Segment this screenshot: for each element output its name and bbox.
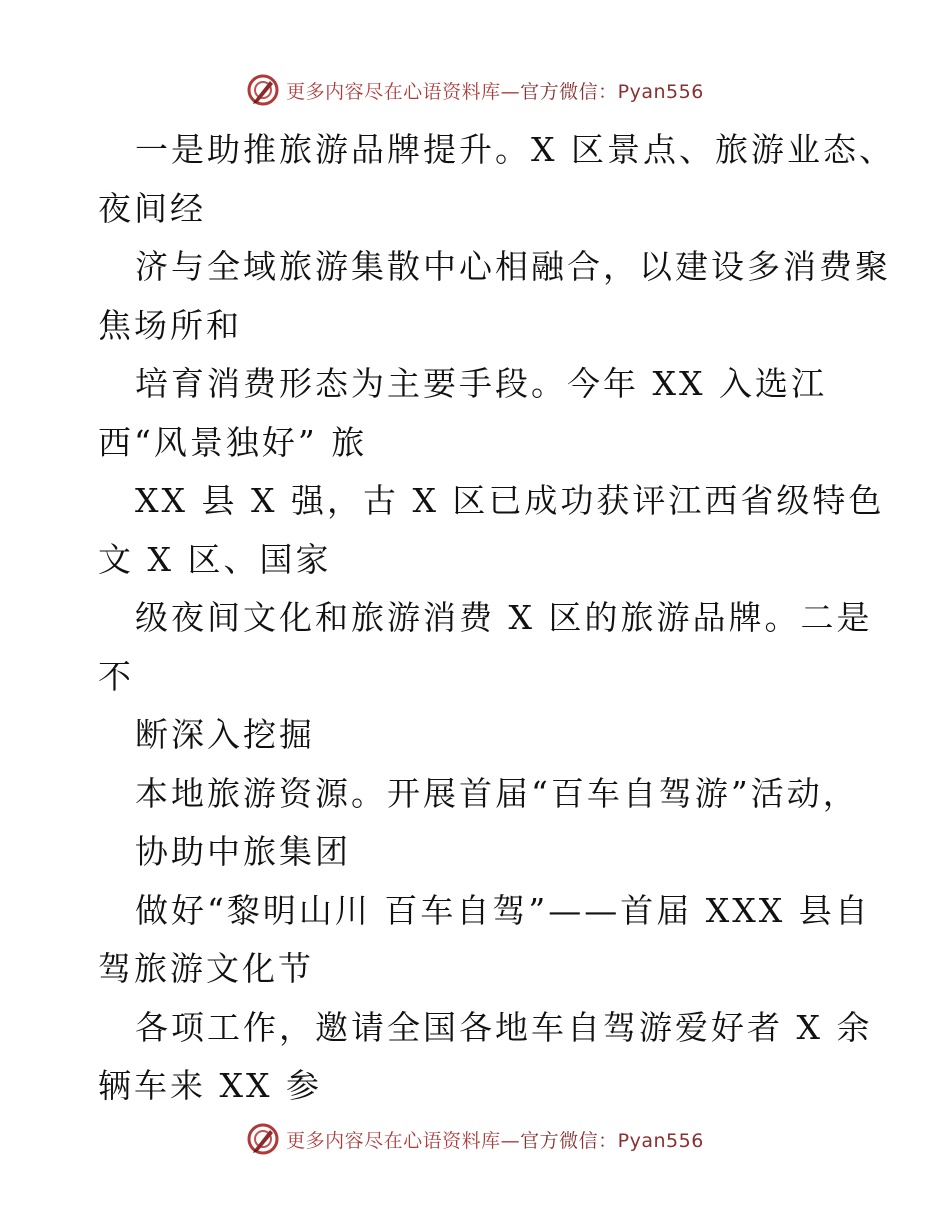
text-line: 一是助推旅游品牌提升。X 区景点、旅游业态、 — [135, 130, 895, 169]
text-line: 西“风景独好” 旅 — [98, 422, 368, 462]
text-line: 各项工作，邀请全国各地车自驾游爱好者 X 余 — [135, 1007, 873, 1047]
header-watermark — [0, 70, 950, 110]
text-line: 本地旅游资源。开展首届“百车自驾游”活动， — [135, 773, 859, 813]
text-line: 断深入挖掘 — [135, 715, 315, 754]
text-line: 驾旅游文化节 — [98, 949, 314, 988]
text-line: 不 — [98, 656, 134, 696]
pen-circle-logo-icon — [246, 73, 280, 107]
footer-watermark — [0, 1119, 950, 1159]
pen-circle-logo-icon — [246, 1122, 280, 1156]
text-line: XX 县 X 强，古 X 区已成功获评江西省级特色 — [135, 481, 885, 520]
document-body — [98, 121, 895, 1116]
text-line: 文 X 区、国家 — [98, 539, 332, 579]
text-line: 协助中旅集团 — [135, 832, 351, 871]
text-line: 做好“黎明山川 百车自驾”——首届 XXX 县自 — [135, 890, 871, 930]
text-line: 焦场所和 — [98, 305, 242, 345]
watermark-text: 更多内容尽在心语资料库—官方微信：Pyan556 — [286, 1129, 704, 1152]
text-line: 夜间经 — [98, 188, 206, 228]
text-line: 级夜间文化和旅游消费 X 区的旅游品牌。二是 — [135, 598, 873, 637]
text-line: 辆车来 XX 参 — [98, 1066, 322, 1105]
text-line: 培育消费形态为主要手段。今年 XX 入选江 — [135, 364, 827, 403]
watermark-text: 更多内容尽在心语资料库—官方微信：Pyan556 — [286, 80, 704, 103]
text-line: 济与全域旅游集散中心相融合，以建设多消费聚 — [135, 247, 891, 286]
